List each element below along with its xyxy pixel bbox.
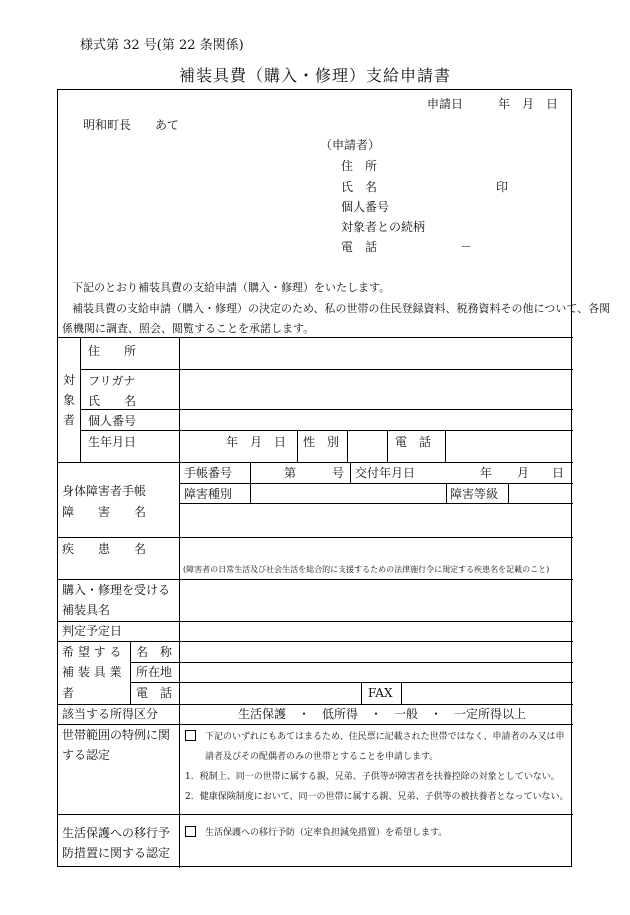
- application-date-label: 申請日: [427, 97, 464, 111]
- subject-birth-label: 生年月日: [88, 435, 137, 449]
- subject-id-label: 個人番号: [88, 414, 137, 428]
- handbook-label: 身体障害者手帳: [62, 484, 147, 498]
- subject-group-char-1: 対: [63, 373, 76, 387]
- subject-address-label: 住 所: [88, 344, 137, 358]
- subject-name-input[interactable]: [184, 394, 568, 410]
- applicant-phone-dash: －: [460, 240, 473, 254]
- welfare-label-line-2: 防措置に関する認定: [62, 846, 171, 860]
- special-household-item-1: 1．税制上、同一の世帯に属する親、兄弟、子供等が障害者を扶養控除の対象としていない。: [185, 772, 560, 782]
- disability-grade-label: 障害等級: [450, 487, 499, 501]
- applicant-id-label: 個人番号: [341, 200, 390, 214]
- device-label-line-2: 補装具名: [62, 603, 111, 617]
- subject-name-label: 氏 名: [88, 394, 137, 408]
- income-category-label: 該当する所得区分: [62, 707, 159, 721]
- statement-line-3: 係機関に調査、照会、閲覧することを承諾します。: [62, 322, 315, 335]
- subject-address-input[interactable]: [184, 344, 568, 360]
- device-label-line-1: 購入・修理を受ける: [62, 583, 171, 597]
- application-date-month: 月: [522, 97, 535, 111]
- welfare-label-line-1: 生活保護への移行予: [62, 826, 171, 840]
- vendor-location-label: 所在地: [136, 665, 173, 679]
- special-household-text-2: 請者及びその配偶者のみの世帯とすることを申請します。: [205, 752, 439, 762]
- vendor-phone-label: 電 話: [136, 686, 173, 700]
- seal-mark: 印: [496, 180, 509, 194]
- applicant-heading: （申請者）: [320, 138, 381, 152]
- vendor-name-label: 名 称: [136, 645, 173, 659]
- applicant-name-label: 氏 名: [341, 180, 378, 194]
- vendor-label-line-1: 希 望 す る: [62, 645, 122, 659]
- subject-birth-ymd: 年 月 日: [226, 435, 287, 449]
- statement-line-1: 下記のとおり補装具費の支給申請（購入・修理）をいたします。: [72, 281, 391, 294]
- addressee: 明和町長 あて: [83, 118, 180, 132]
- handbook-number-suffix: 号: [332, 466, 345, 480]
- application-form: [57, 89, 611, 867]
- form-number: 様式第 32 号(第 22 条関係): [80, 38, 244, 53]
- handbook-number-label: 手帳番号: [184, 466, 233, 480]
- issue-date-label: 交付年月日: [355, 466, 416, 480]
- issue-date-year: 年: [480, 466, 493, 480]
- subject-group-char-3: 者: [63, 413, 76, 427]
- subject-furigana-label: フリガナ: [88, 374, 136, 388]
- vendor-fax-label: FAX: [368, 686, 393, 700]
- application-date-day: 日: [546, 97, 559, 111]
- applicant-relationship-label: 対象者との続柄: [341, 220, 426, 234]
- subject-phone-label: 電 話: [395, 435, 432, 449]
- vendor-label-line-3: 者: [62, 686, 75, 700]
- special-household-item-2: 2．健康保険制度において、同一の世帯に属する親、兄弟、子供等の被扶養者となっていない。: [185, 792, 569, 802]
- welfare-text: 生活保護への移行予防（定率負担減免措置）を希望します。: [205, 828, 448, 838]
- special-household-checkbox[interactable]: [185, 730, 196, 741]
- subject-group-char-2: 象: [63, 393, 76, 407]
- disease-note: (障害者の日常生活及び社会生活を総合的に支援するための法律施行令に規定する疾患名を記載のこと): [183, 565, 550, 574]
- disease-label: 疾 患 名: [62, 542, 147, 556]
- special-household-text-1: 下記のいずれにもあてはまるため、住民票に記載された世帯ではなく、申請者のみ又は申: [205, 732, 565, 742]
- disability-name-label: 障 害 名: [62, 505, 147, 519]
- subject-sex-label: 性 別: [303, 435, 340, 449]
- issue-date-day: 日: [552, 466, 565, 480]
- handbook-number-prefix: 第: [284, 466, 297, 480]
- form-title: 補装具費（購入・修理）支給申請書: [178, 66, 451, 85]
- special-household-label-line-1: 世帯範囲の特例に関: [62, 728, 171, 742]
- device-name-input[interactable]: [184, 592, 568, 608]
- welfare-checkbox[interactable]: [185, 826, 196, 837]
- special-household-label-line-2: する認定: [62, 748, 111, 762]
- income-category-options[interactable]: 生活保護 ・ 低所得 ・ 一般 ・ 一定所得以上: [238, 707, 527, 721]
- vendor-label-line-2: 補 装 具 業: [62, 665, 122, 679]
- statement-line-2: 補装具費の支給申請（購入・修理）の決定のため、私の世帯の住民登録資料、税務資料その他について、各関: [72, 302, 611, 315]
- disability-type-label: 障害種別: [184, 487, 233, 501]
- issue-date-month: 月: [517, 466, 530, 480]
- application-date-year: 年: [498, 97, 511, 111]
- judgement-date-label: 判定予定日: [62, 624, 123, 638]
- applicant-phone-label: 電 話: [341, 240, 378, 254]
- applicant-address-label: 住 所: [341, 159, 378, 173]
